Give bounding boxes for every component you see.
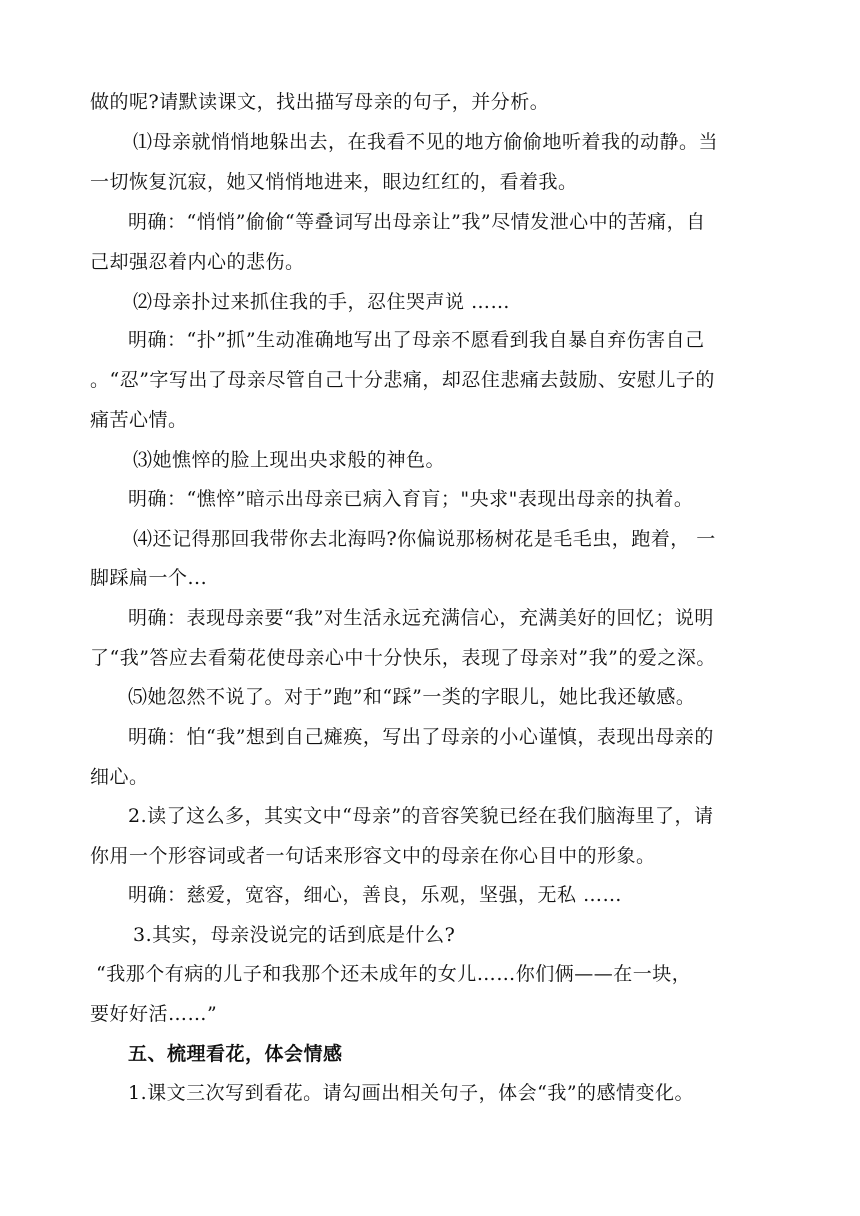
text-line: 细心。 — [90, 766, 149, 788]
text-line: 1.课文三次写到看花。请勾画出相关句子，体会“我”的感情变化。 — [128, 1082, 695, 1104]
text-line: 了“我”答应去看菊花使母亲心中十分快乐，表现了母亲对”我”的爱之深。 — [90, 647, 716, 669]
text-line: 你用一个形容词或者一句话来形容文中的母亲在你心目中的形象。 — [90, 845, 656, 867]
text-line: “我那个有病的儿子和我那个还未成年的女儿……你们俩——在一块， — [96, 963, 692, 985]
text-line: 明确：慈爱，宽容，细心，善良，乐观，坚强，无私 …… — [128, 884, 623, 906]
text-line: 明确：“憔悴”暗示出母亲已病入育肓；"央求"表现出母亲的执着。 — [128, 488, 694, 510]
text-line: 3.其实，母亲没说完的话到底是什么? — [133, 924, 456, 946]
text-line: 做的呢?请默读课文，找出描写母亲的句子，并分析。 — [90, 91, 550, 113]
text-line: 明确：“扑”抓”生动准确地写出了母亲不愿看到我自暴自弃伤害自己 — [128, 329, 705, 351]
text-line: 。“忍”字写出了母亲尽管自己十分悲痛，却忍住悲痛去鼓励、安慰儿子的 — [90, 369, 715, 391]
text-line: 明确：“悄悄”偷偷“等叠词写出母亲让”我”尽情发泄心中的苦痛，自 — [128, 211, 706, 233]
text-line: 2.读了这么多，其实文中“母亲”的音容笑貌已经在我们脑海里了，请 — [128, 805, 714, 827]
text-line: 痛苦心情。 — [90, 409, 188, 431]
text-line: ⑶她憔悴的脸上现出央求般的神色。 — [133, 449, 446, 471]
text-line: 一切恢复沉寂，她又悄悄地进来，眼边红红的，看着我。 — [90, 171, 578, 193]
text-line: 明确：表现母亲要“我”对生活永远充满信心，充满美好的回忆；说明 — [128, 607, 714, 629]
text-line: 脚踩扁一个... — [90, 567, 208, 589]
text-line: ⑵母亲扑过来抓住我的手，忍住哭声说 …… — [133, 291, 511, 313]
section-heading: 五、梳理看花，体会情感 — [128, 1043, 343, 1065]
text-line: 要好好活……” — [90, 1003, 218, 1025]
text-line: 明确：怕“我”想到自己瘫痪，写出了母亲的小心谨慎，表现出母亲的 — [128, 726, 714, 748]
text-line: ⑸她忽然不说了。对于”跑”和“踩”一类的字眼儿，她比我还敏感。 — [128, 686, 696, 708]
text-line: 己却强忍着内心的悲伤。 — [90, 251, 305, 273]
text-line: ⑴母亲就悄悄地躲出去，在我看不见的地方偷偷地听着我的动静。当 — [133, 131, 719, 153]
text-line: ⑷还记得那回我带你去北海吗?你偏说那杨树花是毛毛虫，跑着， 一 — [133, 528, 716, 550]
